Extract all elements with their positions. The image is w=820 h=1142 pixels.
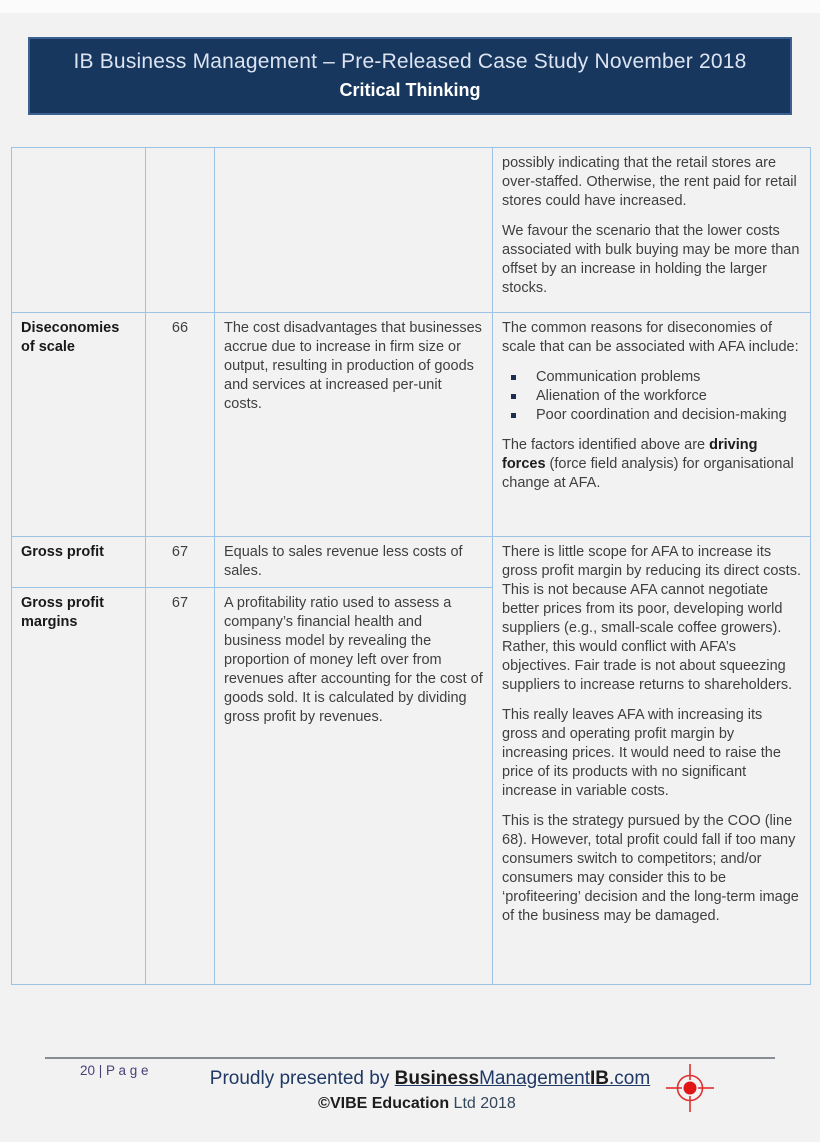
site-link-part: Management <box>479 1068 591 1089</box>
definition-text: A profitability ratio used to assess a company’s financial health and business model by revealing the proportion of money left over from revenues after accounting for the cost of goods sold. It is calculated by dividing gross profit by revenues. <box>224 595 483 725</box>
term-cell <box>12 537 146 588</box>
page-top-strip <box>0 0 820 13</box>
application-paragraph: possibly indicating that the retail stores are over-staffed. Otherwise, the rent paid for retail stores could have increased. <box>502 155 797 209</box>
outro-text: The factors identified above are <box>502 437 710 453</box>
table-row-gross-profit <box>12 537 811 588</box>
definition-cell <box>215 313 493 537</box>
application-bullet-list <box>502 368 801 425</box>
footer-divider <box>45 1057 775 1059</box>
bullet-item: Alienation of the workforce <box>502 387 801 406</box>
application-cell <box>493 313 811 537</box>
site-link[interactable] <box>395 1068 651 1089</box>
bullet-item: Poor coordination and decision-making <box>502 406 801 425</box>
table-row-diseconomies-of-scale <box>12 313 811 537</box>
term-label: Diseconomies of scale <box>21 320 120 355</box>
term-label: Gross profit <box>21 544 104 560</box>
application-outro <box>502 436 801 493</box>
table-row-continued <box>12 148 811 313</box>
site-link-part: IB <box>590 1068 610 1089</box>
target-crosshair-icon <box>664 1062 716 1114</box>
application-cell-continued <box>493 148 811 313</box>
application-paragraph: This really leaves AFA with increasing its gross and operating profit margin by increasing prices. It would need to raise the price of its products with no significant increase in variable costs. <box>502 707 781 799</box>
document-subtitle: Critical Thinking <box>339 80 481 100</box>
application-intro: The common reasons for diseconomies of scale that can be associated with AFA include: <box>502 320 799 355</box>
bullet-item: Communication problems <box>502 368 801 387</box>
line-ref-cell: 67 <box>146 537 215 588</box>
term-label: Gross profit margins <box>21 595 104 630</box>
document-header-banner <box>28 37 792 115</box>
outro-text: (force field analysis) for organisational change at AFA. <box>502 456 794 491</box>
document-title: IB Business Management – Pre-Released Case Study November 2018 <box>73 50 747 73</box>
term-cell <box>12 313 146 537</box>
term-cell-empty <box>12 148 146 313</box>
application-paragraph: This is the strategy pursued by the COO (line 68). However, total profit could fall if too many consumers switch to competitors; and/or consumers may consider this to be ‘profiteering’ decision and the long-term image of the business may be damaged. <box>502 813 799 924</box>
definition-cell-empty <box>215 148 493 313</box>
site-link-part: Business <box>394 1068 480 1089</box>
site-link-part: .com <box>609 1068 651 1089</box>
line-ref-cell: 67 <box>146 588 215 985</box>
application-paragraph: We favour the scenario that the lower costs associated with bulk buying may be more than offset by an increase in holding the larger stocks. <box>502 223 800 296</box>
line-cell-empty <box>146 148 215 313</box>
copyright-bold-text: ©VIBE Education <box>318 1095 450 1112</box>
outro-bold-text: driving forces <box>502 437 758 472</box>
line-ref-cell: 66 <box>146 313 215 537</box>
copyright-regular-text: Ltd 2018 <box>449 1095 516 1112</box>
application-cell-merged <box>493 537 811 985</box>
definition-text: Equals to sales revenue less costs of sales. <box>224 544 463 579</box>
presented-by-text: Proudly presented by <box>209 1068 395 1089</box>
definition-cell <box>215 537 493 588</box>
glossary-table <box>11 147 811 985</box>
page-number: 20 | P a g e <box>80 1063 149 1078</box>
application-paragraph: There is little scope for AFA to increase its gross profit margin by reducing its direct costs. This is not because AFA cannot negotiate better prices from its poor, developing world suppliers (e.g., small-scale coffee growers). Rather, this would conflict with AFA’s objectives. Fair trade is not about squeezing suppliers to increase returns to shareholders. <box>502 544 801 693</box>
definition-cell <box>215 588 493 985</box>
term-cell <box>12 588 146 985</box>
definition-text: The cost disadvantages that businesses accrue due to increase in firm size or output, resulting in production of goods and services at increased per-unit costs. <box>224 320 482 412</box>
